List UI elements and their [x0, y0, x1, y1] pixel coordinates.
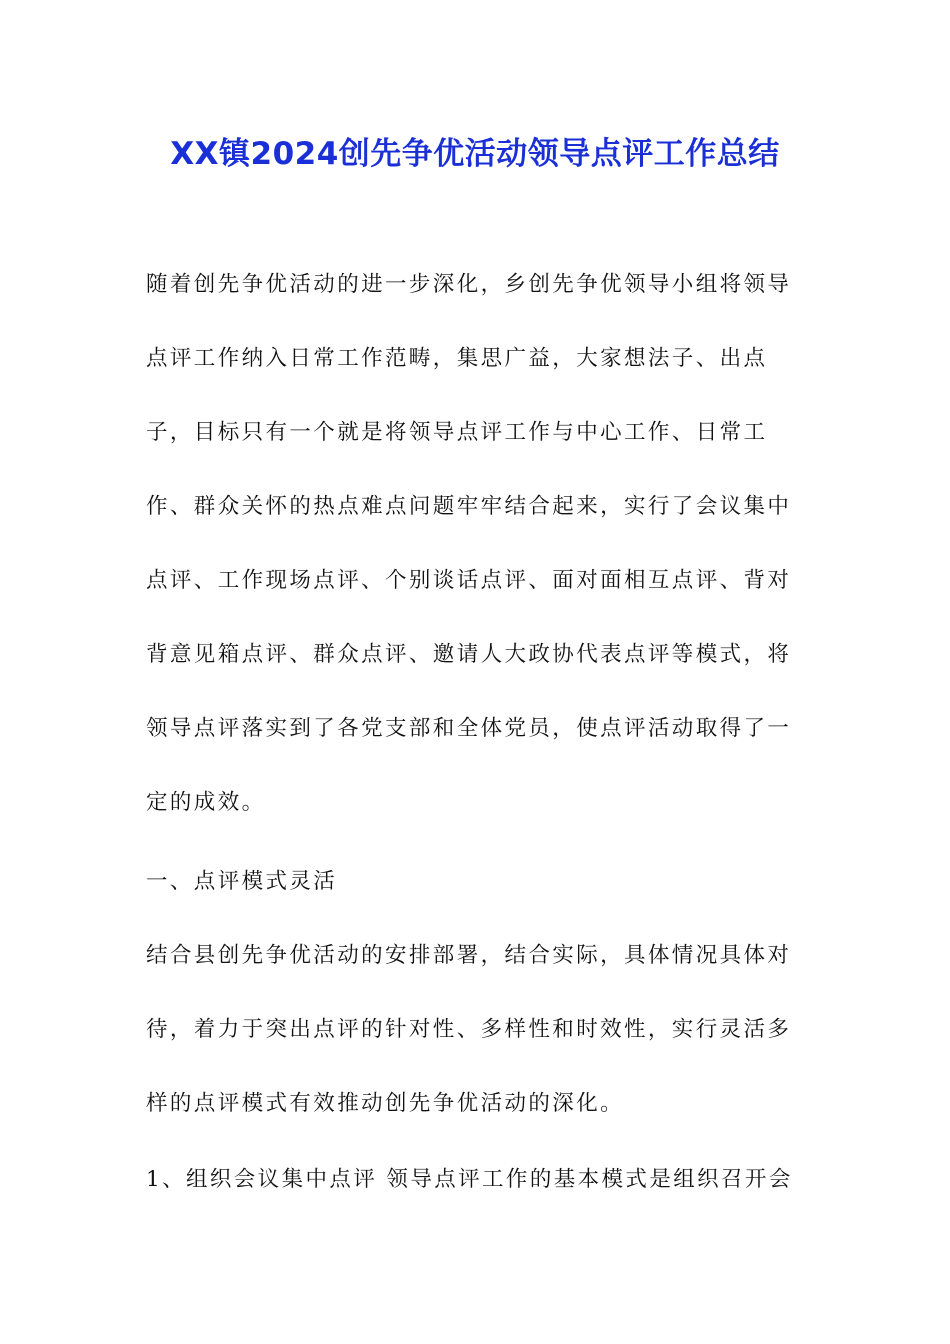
- document-title: XX镇2024创先争优活动领导点评工作总结: [170, 136, 780, 172]
- section-heading-1: 一、点评模式灵活: [146, 869, 338, 894]
- intro-paragraph: 随着创先争优活动的进一步深化，乡创先争优领导小组将领导点评工作纳入日常工作范畴，集思广益，大家想法子、出点子，目标只有一个就是将领导点评工作与中心工作、日常工作、群众关怀的热点难点问题牢牢结合起来，实行了会议集中点评、工作现场点评、个别谈话点评、面对面相互点评、背对背意见箱点评、群众点评、邀请人大政协代表点评等模式，将领导点评落实到了各党支部和全体党员，使点评活动取得了一定的成效。: [146, 272, 792, 815]
- section-1-paragraph: 结合县创先争优活动的安排部署，结合实际，具体情况具体对待，着力于突出点评的针对性、多样性和时效性，实行灵活多样的点评模式有效推动创先争优活动的深化。: [146, 943, 792, 1116]
- list-item-1: 1、组织会议集中点评 领导点评工作的基本模式是组织召开会: [146, 1167, 793, 1192]
